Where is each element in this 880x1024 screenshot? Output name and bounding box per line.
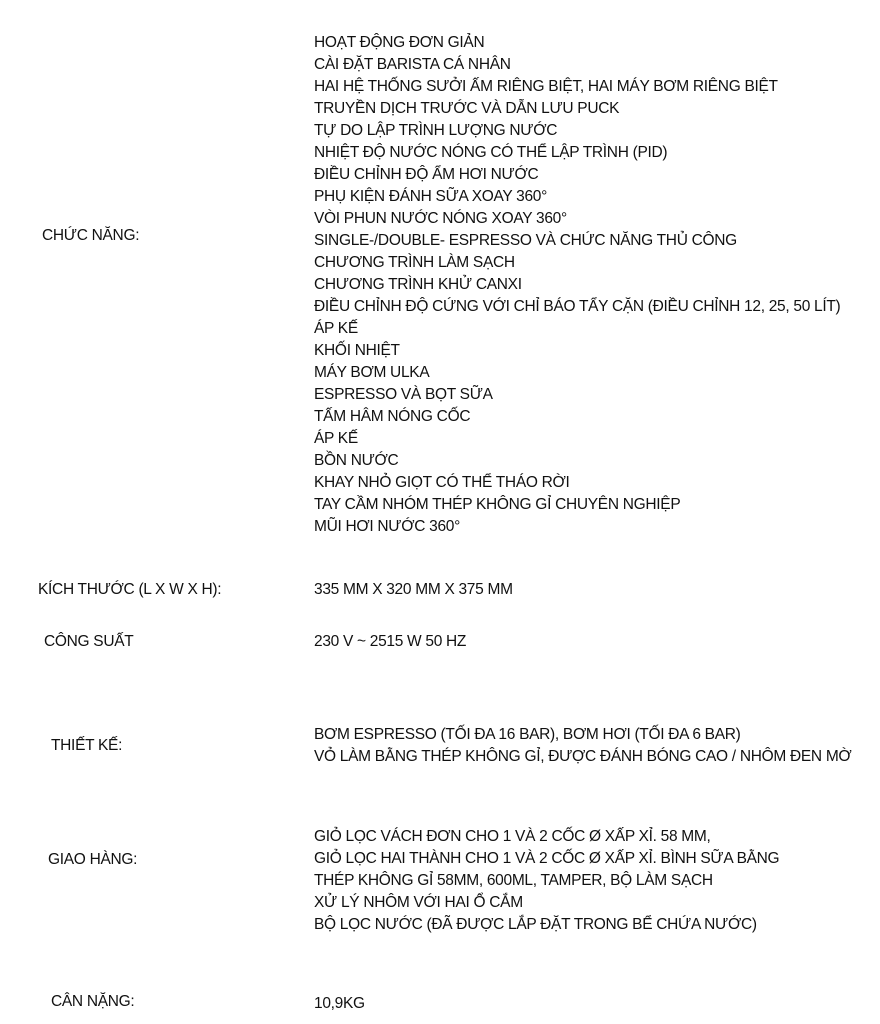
list-item: TAY CẦM NHÓM THÉP KHÔNG GỈ CHUYÊN NGHIỆP	[314, 496, 681, 513]
functions-label: CHỨC NĂNG:	[42, 227, 140, 244]
list-item: THÉP KHÔNG GỈ 58MM, 600ML, TAMPER, BỘ LÀM SẠCH	[314, 872, 713, 889]
power-value: 230 V ~ 2515 W 50 HZ	[314, 633, 467, 650]
weight-label: CÂN NẶNG:	[51, 993, 135, 1010]
functions-list	[314, 32, 840, 538]
delivery-label: GIAO HÀNG:	[48, 851, 138, 868]
list-item: NHIỆT ĐỘ NƯỚC NÓNG CÓ THỂ LẬP TRÌNH (PID)	[314, 144, 668, 161]
list-item: HAI HỆ THỐNG SƯỞI ẤM RIÊNG BIỆT, HAI MÁY BƠM RIÊNG BIỆT	[314, 78, 778, 95]
list-item: CHƯƠNG TRÌNH LÀM SẠCH	[314, 254, 515, 271]
list-item: BỒN NƯỚC	[314, 452, 399, 469]
list-item: MŨI HƠI NƯỚC 360°	[314, 518, 460, 535]
delivery-list	[314, 826, 779, 936]
list-item: KHAY NHỎ GIỌT CÓ THỂ THÁO RỜI	[314, 474, 570, 491]
list-item: TỰ DO LẬP TRÌNH LƯỢNG NƯỚC	[314, 122, 558, 139]
list-item: TẤM HÂM NÓNG CỐC	[314, 408, 471, 425]
list-item: ESPRESSO VÀ BỌT SỮA	[314, 386, 493, 403]
power-label: CÔNG SUẤT	[44, 633, 134, 650]
list-item: ÁP KẾ	[314, 320, 358, 337]
list-item: VÒI PHUN NƯỚC NÓNG XOAY 360°	[314, 210, 567, 227]
list-item: MÁY BƠM ULKA	[314, 364, 430, 381]
list-item: KHỐI NHIỆT	[314, 342, 400, 359]
design-list	[314, 724, 851, 768]
list-item: HOẠT ĐỘNG ĐƠN GIẢN	[314, 34, 485, 51]
weight-value: 10,9KG	[314, 995, 365, 1012]
dimensions-label: KÍCH THƯỚC (L X W X H):	[38, 581, 222, 598]
list-item: ÁP KẾ	[314, 430, 358, 447]
list-item: GIỎ LỌC VÁCH ĐƠN CHO 1 VÀ 2 CỐC Ø XẤP XỈ. 58 MM,	[314, 828, 711, 845]
list-item: CÀI ĐẶT BARISTA CÁ NHÂN	[314, 56, 511, 73]
list-item: GIỎ LỌC HAI THÀNH CHO 1 VÀ 2 CỐC Ø XẤP XỈ. BÌNH SỮA BẰNG	[314, 850, 780, 867]
list-item: BƠM ESPRESSO (TỐI ĐA 16 BAR), BƠM HƠI (TỐI ĐA 6 BAR)	[314, 726, 741, 743]
design-label: THIẾT KẾ:	[51, 737, 123, 754]
list-item: TRUYỀN DỊCH TRƯỚC VÀ DẪN LƯU PUCK	[314, 100, 620, 117]
list-item: VỎ LÀM BẰNG THÉP KHÔNG GỈ, ĐƯỢC ĐÁNH BÓNG CAO / NHÔM ĐEN MỜ	[314, 748, 852, 765]
dimensions-value: 335 MM X 320 MM X 375 MM	[314, 581, 513, 598]
list-item: ĐIỀU CHỈNH ĐỘ CỨNG VỚI CHỈ BÁO TẨY CẶN (ĐIỀU CHỈNH 12, 25, 50 LÍT)	[314, 298, 841, 315]
list-item: BỘ LỌC NƯỚC (ĐÃ ĐƯỢC LẮP ĐẶT TRONG BỂ CHỨA NƯỚC)	[314, 916, 757, 933]
list-item: PHỤ KIỆN ĐÁNH SỮA XOAY 360°	[314, 188, 548, 205]
list-item: CHƯƠNG TRÌNH KHỬ CANXI	[314, 276, 522, 293]
list-item: XỬ LÝ NHÔM VỚI HAI Ổ CẮM	[314, 894, 523, 911]
list-item: SINGLE-/DOUBLE- ESPRESSO VÀ CHỨC NĂNG THỦ CÔNG	[314, 232, 737, 249]
list-item: ĐIỀU CHỈNH ĐỘ ẨM HƠI NƯỚC	[314, 166, 539, 183]
